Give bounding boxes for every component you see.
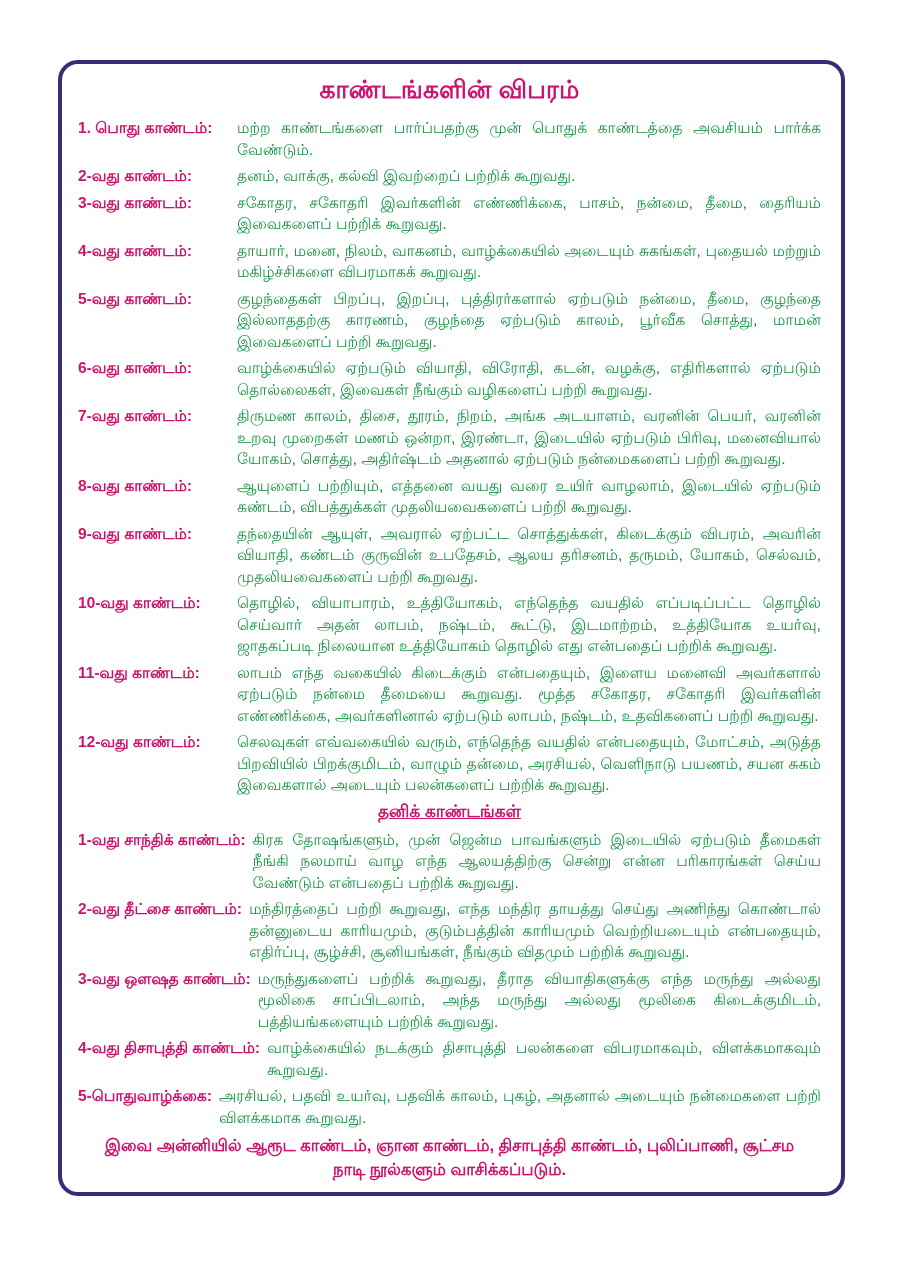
kandam-item-label: 4-வது காண்டம்: bbox=[78, 242, 193, 260]
kandam-item-label: 3-வது காண்டம்: bbox=[78, 194, 193, 212]
special-item-text: மருந்துகளைப் பற்றிக் கூறுவது, தீராத வியாதிகளுக்கு எந்த மருந்து அல்லது மூலிகை சாப்பிடலாம், அந்த மருந்து அல்லது மூலிகை கிடைக்குமிடம், பத்தியங்களையும் பற்றிக் கூறுவது. bbox=[257, 970, 821, 1031]
special-item-3 bbox=[78, 969, 821, 1034]
kandam-item-label: 6-வது காண்டம்: bbox=[78, 360, 193, 377]
special-item-text: மந்திரத்தைப் பற்றி கூறுவது, எந்த மந்திர தாயத்து செய்து அணிந்து கொண்டால் தன்னுடைய காரியமும், குடும்பத்தின் காரியமும் வெற்றியடையும் என்பதையும், எதிர்ப்பு, சூழ்ச்சி, சூனியங்கள், நீங்கும் விதமும் பற்றிக் கூறுவது. bbox=[249, 901, 821, 961]
special-item-text: வாழ்க்கையில் நடக்கும் திசாபுத்தி பலன்களை விபரமாகவும், விளக்கமாகவும் கூறுவது. bbox=[267, 1040, 821, 1079]
kandam-item-6 bbox=[78, 358, 821, 401]
page-title: காண்டங்களின் விபரம் bbox=[319, 76, 580, 104]
kandam-item-text: ஆயுளைப் பற்றியும், எத்தனை வயது வரை உயிர் வாழலாம், இடையில் ஏற்படும் கண்டம், விபத்துக்கள் முதலியவைகளைப் பற்றி கூறுவது. bbox=[237, 477, 821, 516]
special-section-heading: தனிக் காண்டங்கள் bbox=[377, 801, 522, 821]
document-border-box bbox=[58, 60, 845, 1196]
kandam-item-2 bbox=[78, 166, 821, 188]
kandam-item-text: வாழ்க்கையில் ஏற்படும் வியாதி, விரோதி, கடன், வழக்கு, எதிரிகளால் ஏற்படும் தொல்லைகள், இவைகள் நீங்கும் வழிகளைப் பற்றி கூறுவது. bbox=[237, 360, 821, 399]
special-item-4 bbox=[78, 1038, 821, 1081]
kandam-item-text: தாயார், மனை, நிலம், வாகனம், வாழ்க்கையில் அடையும் சுகங்கள், புதையல் மற்றும் மகிழ்ச்சிகளை விபரமாகக் கூறுவது. bbox=[237, 242, 821, 281]
kandam-item-11 bbox=[78, 663, 821, 728]
kandam-item-4 bbox=[78, 241, 821, 284]
kandam-item-label: 11-வது காண்டம்: bbox=[78, 664, 200, 682]
kandam-item-text: திருமண காலம், திசை, தூரம், நிறம், அங்க அடயாளம், வரனின் பெயர், வரனின் உறவு முறைகள் மணம் ஒன்றா, இரண்டா, இடையில் ஏற்படும் பிரிவு, மனைவியால் யோகம், சொத்து, அதிர்ஷ்டம் அதனால் ஏற்படும் நன்மைகளைப் பற்றி கூறுவது. bbox=[237, 408, 821, 468]
kandam-item-text: லாபம் எந்த வகையில் கிடைக்கும் என்பதையும், இளைய மனைவி அவர்களால் ஏற்படும் நன்மை தீமையை கூறுவது. மூத்த சகோதர, சகோதரி இவர்களின் எண்ணிக்கை, அவர்களினால் ஏற்படும் லாபம், நஷ்டம், உதவிகளைப் பற்றி கூறுவது. bbox=[237, 664, 821, 725]
kandam-item-3 bbox=[78, 193, 821, 236]
kandam-item-label: 1. பொது காண்டம்: bbox=[78, 120, 213, 137]
kandam-item-8 bbox=[78, 476, 821, 519]
kandam-item-5 bbox=[78, 289, 821, 354]
kandam-item-12 bbox=[78, 732, 821, 797]
kandam-item-1 bbox=[78, 118, 821, 161]
kandam-item-label: 10-வது காண்டம்: bbox=[78, 595, 201, 612]
kandam-item-text: சகோதர, சகோதரி இவர்களின் எண்ணிக்கை, பாசம், நன்மை, தீமை, தைரியம் இவைகளைப் பற்றிக் கூறுவது. bbox=[237, 194, 821, 233]
kandam-item-label: 7-வது காண்டம்: bbox=[78, 408, 193, 425]
footer-note: இவை அன்னியில் ஆரூட காண்டம், ஞான காண்டம், திசாபுத்தி காண்டம், புலிப்பாணி, சூட்சம நாடி நூல்களும் வாசிக்கப்படும். bbox=[104, 1137, 795, 1179]
kandam-item-text: தனம், வாக்கு, கல்வி இவற்றைப் பற்றிக் கூறுவது. bbox=[237, 168, 576, 185]
kandam-item-text: தந்தையின் ஆயுள், அவரால் ஏற்பட்ட சொத்துக்கள், கிடைக்கும் விபரம், அவரின் வியாதி, கண்டம் குருவின் உபதேசம், ஆலய தரிசனம், தருமம், யோகம், செல்வம், முதலியவைகளைப் பற்றி கூறுவது. bbox=[237, 525, 821, 586]
kandam-item-label: 2-வது காண்டம்: bbox=[78, 168, 193, 185]
kandam-item-text: குழந்தைகள் பிறப்பு, இறப்பு, புத்திரர்களால் ஏற்படும் நன்மை, தீமை, குழந்தை இல்லாததற்கு காரணம், குழந்தை ஏற்படும் காலம், பூர்வீக சொத்து, மாமன் இவைகளைப் பற்றி கூறுவது. bbox=[237, 290, 821, 351]
special-item-text: கிரக தோஷங்களும், முன் ஜென்ம பாவங்களும் இடையில் ஏற்படும் தீமைகள் நீங்கி நலமாய் வாழ எந்த ஆலயத்திற்கு சென்று என்ன பரிகாரங்கள் செய்ய வேண்டும் என்பதைப் பற்றிக் கூறுவது. bbox=[252, 831, 821, 892]
kandam-item-label: 9-வது காண்டம்: bbox=[78, 525, 193, 543]
special-item-label: 2-வது தீட்சை காண்டம்: bbox=[78, 901, 243, 918]
special-item-1 bbox=[78, 830, 821, 895]
kandam-item-label: 8-வது காண்டம்: bbox=[78, 477, 193, 495]
kandam-item-text: மற்ற காண்டங்களை பார்ப்பதற்கு முன் பொதுக் காண்டத்தை அவசியம் பார்க்க வேண்டும். bbox=[237, 120, 821, 159]
special-item-2 bbox=[78, 899, 821, 964]
special-item-label: 4-வது திசாபுத்தி காண்டம்: bbox=[78, 1040, 261, 1057]
kandam-item-text: தொழில், வியாபாரம், உத்தியோகம், எந்தெந்த வயதில் எப்படிப்பட்ட தொழில் செய்வார் அதன் லாபம், நஷ்டம், கூட்டு, இடமாற்றம், உத்தியோக உயர்வு, ஜாதகப்படி நிலையான உத்தியோகம் தொழில் எது என்பதைப் பற்றிக் கூறுவது. bbox=[237, 595, 821, 655]
special-item-text: அரசியல், பதவி உயர்வு, பதவிக் காலம், புகழ், அதனால் அடையும் நன்மைகளை பற்றி விளக்கமாக கூறுவது. bbox=[218, 1088, 821, 1127]
kandam-item-label: 12-வது காண்டம்: bbox=[78, 734, 201, 751]
special-item-label: 3-வது ஒளஷத காண்டம்: bbox=[78, 970, 251, 988]
kandam-item-7 bbox=[78, 406, 821, 471]
kandam-item-10 bbox=[78, 593, 821, 658]
kandam-item-text: செலவுகள் எவ்வகையில் வரும், எந்தெந்த வயதில் என்பதையும், மோட்சம், அடுத்த பிறவியில் பிறக்குமிடம், வாழும் தன்மை, அரசியல், வெளிநாடு பயணம், சயன சுகம் இவைகளால் அடையும் பலன்களைப் பற்றிக் கூறுவது. bbox=[237, 734, 821, 794]
special-item-5 bbox=[78, 1086, 821, 1129]
kandam-item-label: 5-வது காண்டம்: bbox=[78, 290, 193, 308]
special-item-label: 5-பொதுவாழ்க்கை: bbox=[78, 1088, 212, 1105]
kandam-item-9 bbox=[78, 524, 821, 589]
special-item-label: 1-வது சாந்திக் காண்டம்: bbox=[78, 831, 246, 849]
